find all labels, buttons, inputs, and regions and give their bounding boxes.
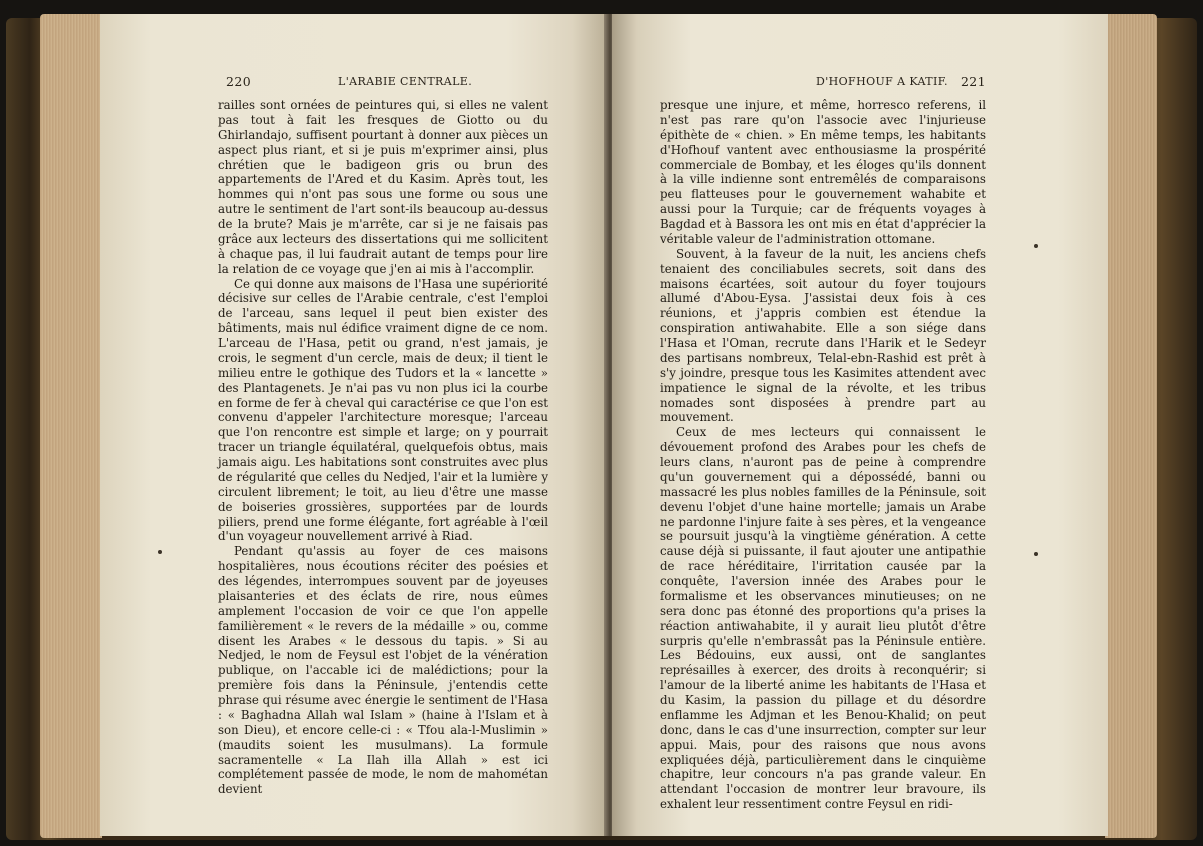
right-page-edges (1105, 14, 1157, 838)
left-page-header (226, 74, 538, 90)
right-text-column (660, 98, 986, 812)
right-paragraph-3: Ceux de mes lecteurs qui connaissent le dévouement profond des Arabes pour les chefs de leurs clans, n'auront pas de peine à comprendre qu'un gouvernement qui a dépossédé, banni ou massacré les plus nobles familles de la Péninsule, soit devenu l'objet d'une haine mortelle; jamais un Arabe ne pardonne l'injure faite à ses pères, et la vengeance se poursuit jusqu'à la vingtième génération. A cette cause déjà si puissante, il faut ajouter une antipathie de race héréditaire, l'irritation causée par la conquête, l'aversion innée des Arabes pour le formalisme et les observances minutieuses; on ne sera donc pas étonné des proportions qu'a prises la réaction antiwahabite, il y aurait lieu plutôt d'être surpris qu'elle n'embrassât pas la Péninsule entière. Les Bédouins, eux aussi, ont de sanglantes représailles à exercer, des droits à reconquérir; si l'amour de la liberté anime les habitants de l'Hasa et du Kasim, la passion du pillage et du désordre enflamme les Adjman et les Benou-Khalid; on peut donc, dans le cas d'une insurrection, compter sur leur appui. Mais, pour des raisons que nous avons expliquées déjà, particulièrement dans le cinquième chapitre, leur concours n'a pas grande valeur. En attendant l'occasion de montrer leur bravoure, ils exhalent leur ressentiment contre Feysul en ridi- (660, 425, 986, 812)
left-paragraph-3: Pendant qu'assis au foyer de ces maisons hospitalières, nous écoutions réciter des poésies et des légendes, interrompues souvent par de joyeuses plaisanteries et des éclats de rire, nous eûmes amplement l'occasion de voir ce que l'on appelle familièrement « le revers de la médaille » ou, comme disent les Arabes « le dessous du tapis. » Si au Nedjed, le nom de Feysul est l'objet de la vénération publique, on l'accable ici de malédictions; pour la première fois dans la Péninsule, j'entendis cette phrase qui résume avec énergie le sentiment de l'Hasa : « Baghadna Allah wal Islam » (haine à l'Islam et à son Dieu), et encore celle-ci : « Tfou ala-l-Muslimin » (maudits soient les musulmans). La formule sacramentelle « La Ilah illa Allah » est ici complétement passée de mode, le nom de mahométan devient (218, 544, 548, 797)
right-running-title: D'HOFHOUF A KATIF. (816, 75, 948, 88)
right-paragraph-2: Souvent, à la faveur de la nuit, les anciens chefs tenaient des conciliabules secrets, soit dans des maisons écartées, soit autour du foyer toujours allumé d'Abou-Eysa. J'assistai deux fois à ces réunions, et j'appris combien est étendue la conspiration antiwahabite. Elle a son siége dans l'Hasa et l'Oman, recrute dans l'Harik et le Sedeyr des partisans nombreux, Telal-ebn-Rashid est prêt à s'y joindre, presque tous les Kasimites attendent avec impatience le signal de la révolte, et les tribus nomades sont disposées à prendre part au mouvement. (660, 246, 986, 425)
left-paragraph-2: Ce qui donne aux maisons de l'Hasa une supériorité décisive sur celles de l'Arabie centrale, c'est l'emploi de l'arceau, sans lequel il peut bien exister des bâtiments, mais nul édifice vraiment digne de ce nom. L'arceau de l'Hasa, petit ou grand, n'est jamais, je crois, le segment d'un cercle, mais de deux; il tient le milieu entre le gothique des Tudors et la « lancette » des Plantagenets. Je n'ai pas vu non plus ici la courbe en forme de fer à cheval qui caractérise ce que l'on est convenu d'appeler l'architecture moresque; l'arceau que l'on rencontre est simple et large; on y pourrait tracer un triangle équilatéral, quelquefois obtus, mais jamais aigu. Les habitations sont construites avec plus de régularité que celles du Nedjed, l'air et la lumière y circulent librement; le toit, au lieu d'être une masse de boiseries grossières, supportées par de lourds piliers, prend une forme élégante, fort agréable à l'œil d'un voyageur nouvellement arrivé à Riad. (218, 276, 548, 544)
right-page-header (672, 74, 986, 90)
right-page (612, 14, 1108, 836)
left-text-column (218, 98, 548, 797)
left-page-number: 220 (226, 74, 252, 89)
margin-mark (158, 550, 162, 554)
left-page-edges (40, 14, 102, 838)
left-running-title: L'ARABIE CENTRALE. (338, 75, 473, 88)
margin-mark (1034, 552, 1038, 556)
left-page (100, 14, 608, 836)
right-paragraph-1: presque une injure, et même, horresco referens, il n'est pas rare qu'on l'associe avec l'injurieuse épithète de « chien. » En même temps, les habitants d'Hofhouf vantent avec enthousiasme la prospérité commerciale de Bombay, et les éloges qu'ils donnent à la ville indienne sont entremêlés de comparaisons peu flatteuses pour le gouvernement wahabite et aussi pour la Turquie; car de fréquents voyages à Bagdad et à Bassora les ont mis en état d'apprécier la véritable valeur de l'administration ottomane. (660, 98, 986, 246)
left-paragraph-1: railles sont ornées de peintures qui, si elles ne valent pas tout à fait les fresques de Giotto ou du Ghirlandajo, suffisent pourtant à donner aux pièces un aspect plus riant, et si je puis m'exprimer ainsi, plus chrétien que le badigeon gris ou brun des appartements de l'Ared et du Kasim. Après tout, les hommes qui n'ont pas sous une forme ou sous une autre le sentiment de l'art sont-ils beaucoup au-dessus de la brute? Mais je m'arrête, car si je ne faisais pas grâce aux lecteurs des dissertations qui me sollicitent à chaque pas, il lui faudrait autant de temps pour lire la relation de ce voyage que j'en ai mis à l'accomplir. (218, 98, 548, 276)
margin-mark (1034, 244, 1038, 248)
right-page-number: 221 (960, 74, 986, 89)
